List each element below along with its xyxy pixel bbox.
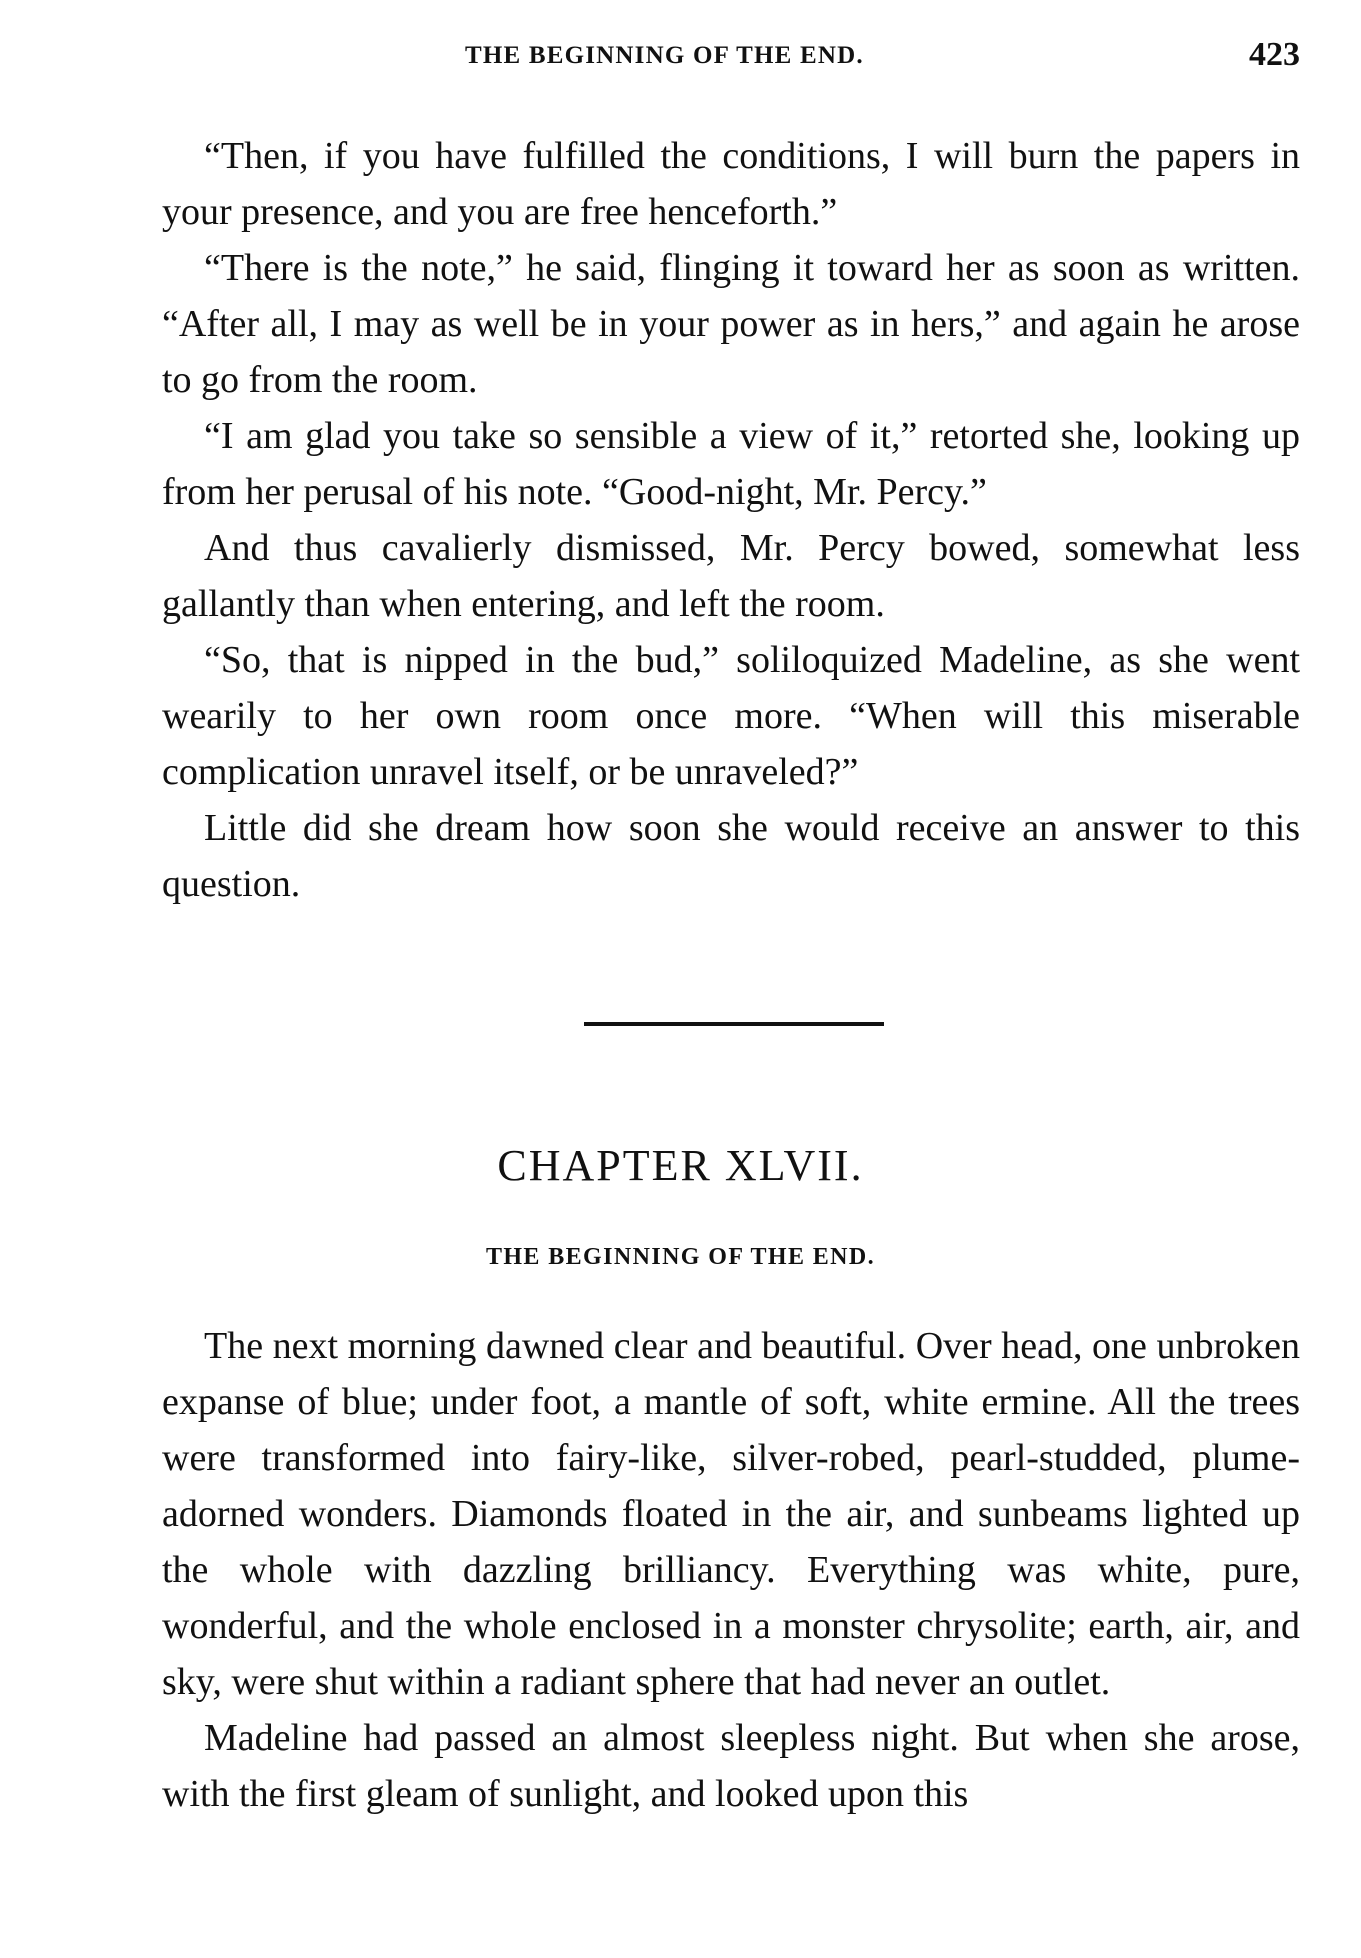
paragraph: And thus cavalierly dismissed, Mr. Percy bowed, somewhat less gallantly than when entering, and left the room.: [162, 527, 1300, 625]
paragraph: Little did she dream how soon she would receive an answer to this question.: [162, 807, 1300, 905]
paragraph: Madeline had passed an almost sleepless night. But when she arose, with the first gleam of sunlight, and looked upon this: [162, 1717, 1300, 1815]
text-block-bottom: [162, 1318, 1300, 1822]
paragraph: The next morning dawned clear and beautiful. Over head, one unbroken expanse of blue; under foot, a mantle of soft, white ermine. All the trees were transformed into fairy-like, silver-robed, pearl-studded, plume-adorned wonders. Diamonds floated in the air, and sunbeams lighted up the whole with dazzling brilliancy. Everything was white, pure, wonderful, and the whole enclosed in a monster chrysolite; earth, air, and sky, were shut within a radiant sphere that had never an outlet.: [162, 1325, 1300, 1703]
page-number: 423: [1249, 36, 1300, 73]
paragraph: “There is the note,” he said, flinging it toward her as soon as written. “After all, I may as well be in your power as in hers,” and again he arose to go from the room.: [162, 247, 1300, 401]
running-title: THE BEGINNING OF THE END.: [465, 42, 864, 69]
paragraph: “I am glad you take so sensible a view of it,” retorted she, looking up from her perusal of his note. “Good-night, Mr. Percy.”: [162, 415, 1300, 513]
paragraph: “Then, if you have fulfilled the conditions, I will burn the papers in your presence, and you are free henceforth.”: [162, 135, 1300, 233]
text-block-top: [162, 128, 1300, 912]
section-divider: [584, 1022, 884, 1026]
running-header: [165, 36, 1300, 76]
paragraph: “So, that is nipped in the bud,” soliloquized Madeline, as she went wearily to her own room once more. “When will this miserable complication unravel itself, or be unraveled?”: [162, 639, 1300, 793]
chapter-title: THE BEGINNING OF THE END.: [485, 1244, 876, 1270]
chapter-number: CHAPTER XLVII.: [497, 1141, 864, 1190]
